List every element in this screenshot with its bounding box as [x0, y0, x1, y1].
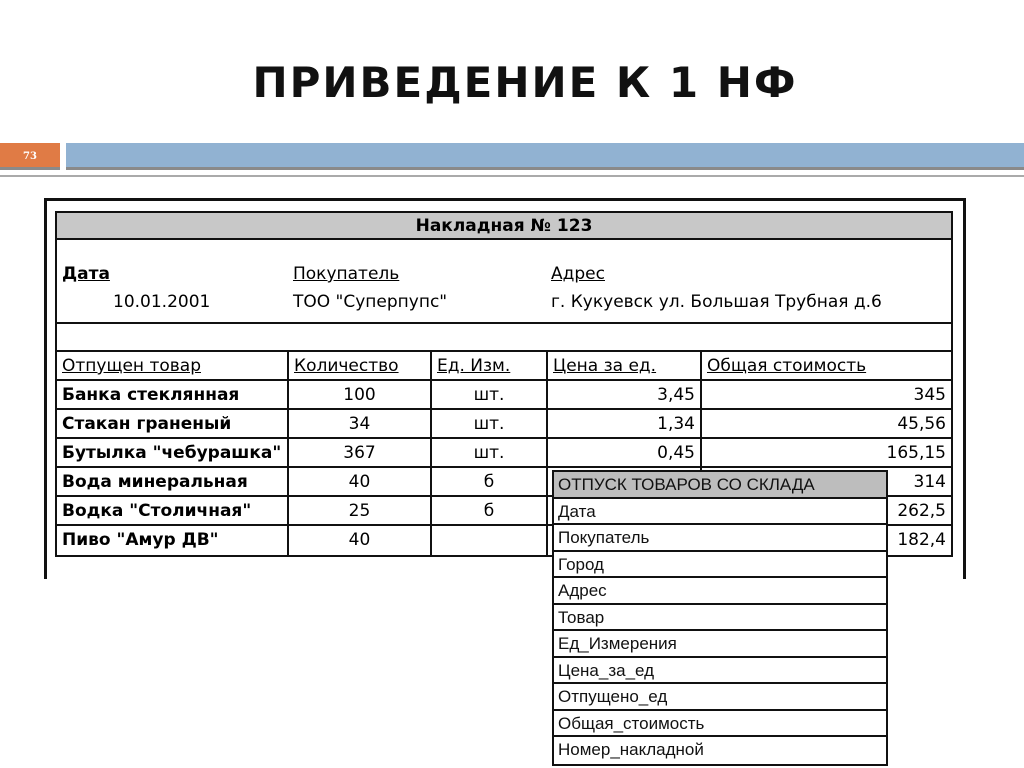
- date-label: Дата: [62, 264, 110, 284]
- table-cell: 165,15: [886, 443, 946, 463]
- table-cell: 40: [289, 468, 432, 495]
- address-label: Адрес: [551, 264, 605, 284]
- buyer-label: Покупатель: [293, 264, 400, 284]
- table-cell: шт.: [432, 381, 548, 408]
- divider: [0, 175, 1024, 177]
- table-cell: [432, 526, 548, 555]
- table-cell: 34: [289, 410, 432, 437]
- table-row: [57, 410, 951, 439]
- table-row: [57, 439, 951, 468]
- table-cell: 1,34: [548, 410, 702, 437]
- col-header: Общая стоимость: [707, 356, 867, 376]
- entity-field: Товар: [554, 605, 886, 632]
- blank-row: [57, 324, 951, 352]
- table-cell: Водка "Столичная": [57, 497, 289, 524]
- table-cell: шт.: [432, 410, 548, 437]
- col-header: Отпущен товар: [57, 352, 289, 379]
- entity-box: [552, 470, 888, 766]
- entity-name: ОТПУСК ТОВАРОВ СО СКЛАДА: [554, 472, 886, 499]
- header-bar: [66, 143, 1024, 170]
- table-cell: 367: [289, 439, 432, 466]
- entity-fields: [554, 499, 886, 764]
- table-cell: Банка стеклянная: [57, 381, 289, 408]
- address-value: г. Кукуевск ул. Большая Трубная д.6: [551, 292, 882, 312]
- entity-field: Номер_накладной: [558, 740, 704, 759]
- table-cell: 25: [289, 497, 432, 524]
- invoice-header: Накладная № 123: [57, 213, 951, 240]
- col-header: Цена за ед.: [548, 352, 702, 379]
- table-cell: Пиво "Амур ДВ": [57, 526, 289, 555]
- invoice-info: [57, 240, 951, 324]
- table-cell: 182,4: [897, 530, 946, 550]
- entity-field: Общая_стоимость: [554, 711, 886, 738]
- entity-field: Дата: [554, 499, 886, 526]
- col-header: Ед. Изм.: [432, 352, 548, 379]
- entity-field: Цена_за_ед: [554, 658, 886, 685]
- table-cell: Стакан граненый: [57, 410, 289, 437]
- entity-field: Ед_Измерения: [554, 631, 886, 658]
- entity-field: Отпущено_ед: [554, 684, 886, 711]
- slide-number: 73: [0, 143, 60, 170]
- table-cell: Бутылка "чебурашка": [57, 439, 289, 466]
- entity-field: Город: [554, 552, 886, 579]
- table-cell: б: [432, 497, 548, 524]
- col-header: Количество: [289, 352, 432, 379]
- table-cell: 100: [289, 381, 432, 408]
- table-row: [57, 381, 951, 410]
- table-cell: 40: [289, 526, 432, 555]
- table-cell: 0,45: [548, 439, 702, 466]
- entity-field: Адрес: [554, 578, 886, 605]
- table-cell: Вода минеральная: [57, 468, 289, 495]
- slide-title: ПРИВЕДЕНИЕ К 1 НФ: [252, 58, 798, 107]
- table-cell: 345: [913, 385, 946, 405]
- table-cell: шт.: [432, 439, 548, 466]
- table-cell: 45,56: [897, 414, 946, 434]
- table-cell: 262,5: [897, 501, 946, 521]
- table-cell: 314: [913, 472, 946, 492]
- column-header-row: [57, 352, 951, 381]
- table-cell: б: [432, 468, 548, 495]
- buyer-value: ТОО "Суперпупс": [293, 292, 448, 312]
- date-value: 10.01.2001: [113, 292, 211, 312]
- entity-field: Покупатель: [554, 525, 886, 552]
- table-cell: 3,45: [548, 381, 702, 408]
